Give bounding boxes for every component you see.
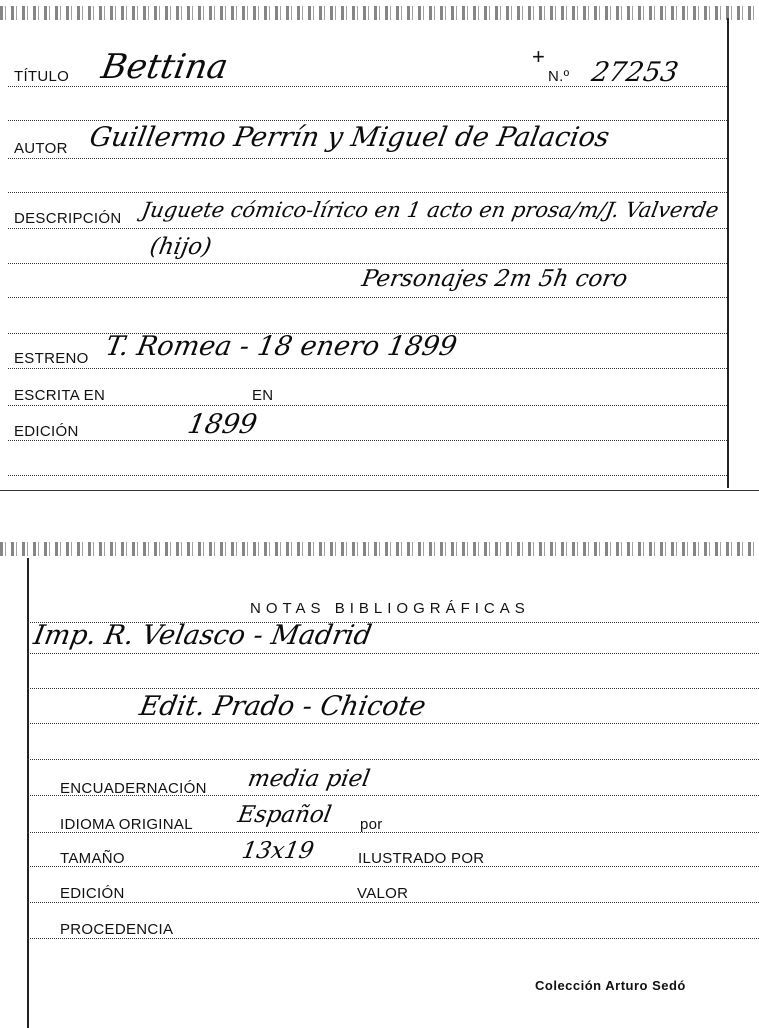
rule-line [27, 653, 759, 654]
estreno-label: ESTRENO [14, 350, 89, 367]
idioma-label: IDIOMA ORIGINAL [60, 816, 193, 833]
escrita-en-label: ESCRITA EN [14, 387, 106, 404]
edicion-label-bottom: EDICIÓN [60, 885, 125, 902]
autor-value: Guillermo Perrín y Miguel de Palacios [87, 122, 612, 153]
rule-line [27, 902, 759, 903]
notes-line1: Imp. R. Velasco - Madrid [31, 620, 375, 651]
ilustrado-label: ILUSTRADO POR [358, 850, 485, 867]
estreno-value: T. Romea - 18 enero 1899 [103, 331, 460, 362]
procedencia-label: PROCEDENCIA [60, 921, 174, 938]
card-left-border [27, 558, 29, 1028]
tamano-label: TAMAÑO [60, 850, 125, 867]
descripcion-line2: (hijo) [147, 234, 214, 260]
notas-heading: NOTAS BIBLIOGRÁFICAS [250, 600, 530, 617]
rule-line [8, 263, 727, 264]
rule-line [27, 723, 759, 724]
rule-line [27, 688, 759, 689]
rule-line [8, 440, 727, 441]
card-bottom-edge [0, 490, 759, 491]
collection-footer: Colección Arturo Sedó [535, 978, 686, 993]
rule-line [8, 297, 727, 298]
edicion-value: 1899 [185, 409, 260, 440]
rule-line [8, 228, 727, 229]
catalog-card-top [0, 0, 759, 500]
numero-label: N.º [548, 68, 570, 85]
card-torn-edge [0, 542, 759, 556]
notes-line2: Edit. Prado - Chicote [137, 691, 429, 722]
rule-line [27, 938, 759, 939]
card-torn-edge [0, 6, 759, 20]
card-right-border [727, 18, 729, 488]
catalog-card-bottom [0, 530, 759, 1028]
en-label: EN [252, 387, 274, 404]
idioma-value: Español [235, 802, 334, 828]
descripcion-line1: Juguete cómico-lírico en 1 acto en prosa/m/J. Valverde [139, 198, 721, 222]
valor-label: VALOR [357, 885, 409, 902]
rule-line [8, 368, 727, 369]
titulo-value: Bettina [98, 47, 232, 87]
rule-line [8, 120, 727, 121]
numero-value: 27253 [589, 57, 681, 88]
encuadernacion-label: ENCUADERNACIÓN [60, 780, 207, 797]
autor-label: AUTOR [14, 140, 68, 157]
edicion-label: EDICIÓN [14, 423, 79, 440]
cross-mark: + [532, 44, 545, 69]
rule-line [8, 405, 727, 406]
descripcion-label: DESCRIPCIÓN [14, 210, 122, 227]
por-label: por [360, 816, 383, 833]
encuadernacion-value: media piel [245, 766, 372, 792]
rule-line [8, 158, 727, 159]
rule-line [8, 475, 727, 476]
descripcion-line3: Personajes 2m 5h coro [359, 266, 630, 292]
rule-line [27, 759, 759, 760]
rule-line [8, 192, 727, 193]
tamano-value: 13x19 [239, 838, 316, 864]
titulo-label: TÍTULO [14, 68, 70, 85]
